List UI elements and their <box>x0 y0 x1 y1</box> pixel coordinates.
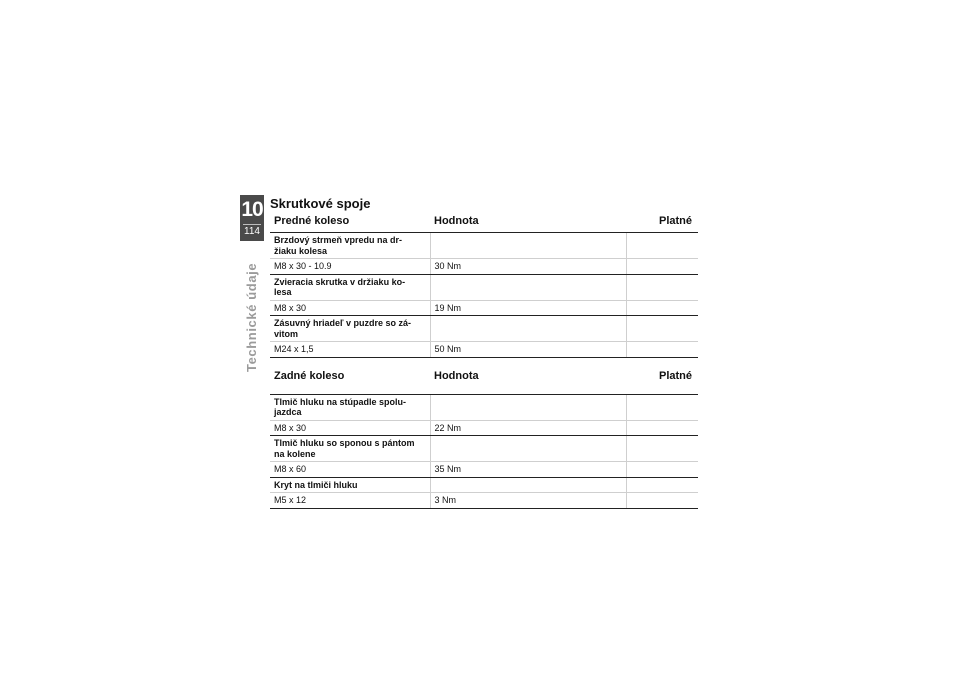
empty-cell <box>626 394 698 420</box>
table-row <box>270 462 698 478</box>
thread-spec: M8 x 60 <box>270 462 430 478</box>
torque-value: 30 Nm <box>430 259 626 275</box>
empty-cell <box>430 233 626 259</box>
fastener-name: Tlmič hluku so sponou s pántom na kolene <box>270 436 430 462</box>
empty-cell <box>626 477 698 493</box>
chapter-number: 10 <box>241 198 263 221</box>
platne-cell <box>626 342 698 358</box>
column-header-platne: Platné <box>626 357 698 394</box>
table-header-row <box>270 210 698 233</box>
empty-cell <box>626 316 698 342</box>
platne-cell <box>626 259 698 275</box>
thread-spec: M5 x 12 <box>270 493 430 509</box>
empty-cell <box>430 316 626 342</box>
platne-cell <box>626 493 698 509</box>
column-header-hodnota: Hodnota <box>430 357 626 394</box>
table-row <box>270 233 698 259</box>
table-row <box>270 493 698 509</box>
fastener-name: Brzdový strmeň vpredu na dr- žiaku kolesa <box>270 233 430 259</box>
table-header-row <box>270 357 698 394</box>
torque-value: 22 Nm <box>430 420 626 436</box>
section-title: Skrutkové spoje <box>270 196 371 211</box>
platne-cell <box>626 462 698 478</box>
empty-cell <box>626 233 698 259</box>
empty-cell <box>430 274 626 300</box>
fastener-name: Zásuvný hriadeľ v puzdre so zá- vitom <box>270 316 430 342</box>
thread-spec: M24 x 1,5 <box>270 342 430 358</box>
table-row <box>270 259 698 275</box>
torque-value: 3 Nm <box>430 493 626 509</box>
column-header-hodnota: Hodnota <box>430 210 626 233</box>
table-row <box>270 342 698 358</box>
torque-value: 50 Nm <box>430 342 626 358</box>
fastener-name: Tlmič hluku na stúpadle spolu- jazdca <box>270 394 430 420</box>
platne-cell <box>626 420 698 436</box>
table-row <box>270 477 698 493</box>
empty-cell <box>430 436 626 462</box>
platne-cell <box>626 300 698 316</box>
table-row <box>270 274 698 300</box>
empty-cell <box>430 477 626 493</box>
chapter-side-label: Technické údaje <box>244 262 259 372</box>
column-header-section: Predné koleso <box>270 210 430 233</box>
table-row <box>270 316 698 342</box>
column-header-platne: Platné <box>626 210 698 233</box>
torque-value: 35 Nm <box>430 462 626 478</box>
table-row <box>270 420 698 436</box>
torque-spec-table <box>270 210 698 509</box>
spec-table-body <box>270 210 698 508</box>
fastener-name: Zvieracia skrutka v držiaku ko- lesa <box>270 274 430 300</box>
thread-spec: M8 x 30 <box>270 420 430 436</box>
thread-spec: M8 x 30 <box>270 300 430 316</box>
thread-spec: M8 x 30 - 10.9 <box>270 259 430 275</box>
chapter-badge <box>240 195 264 241</box>
torque-value: 19 Nm <box>430 300 626 316</box>
table-row <box>270 436 698 462</box>
page-number: 114 <box>244 226 260 237</box>
table-row <box>270 394 698 420</box>
fastener-name: Kryt na tlmiči hluku <box>270 477 430 493</box>
empty-cell <box>626 436 698 462</box>
empty-cell <box>430 394 626 420</box>
table-row <box>270 300 698 316</box>
empty-cell <box>626 274 698 300</box>
column-header-section: Zadné koleso <box>270 357 430 394</box>
